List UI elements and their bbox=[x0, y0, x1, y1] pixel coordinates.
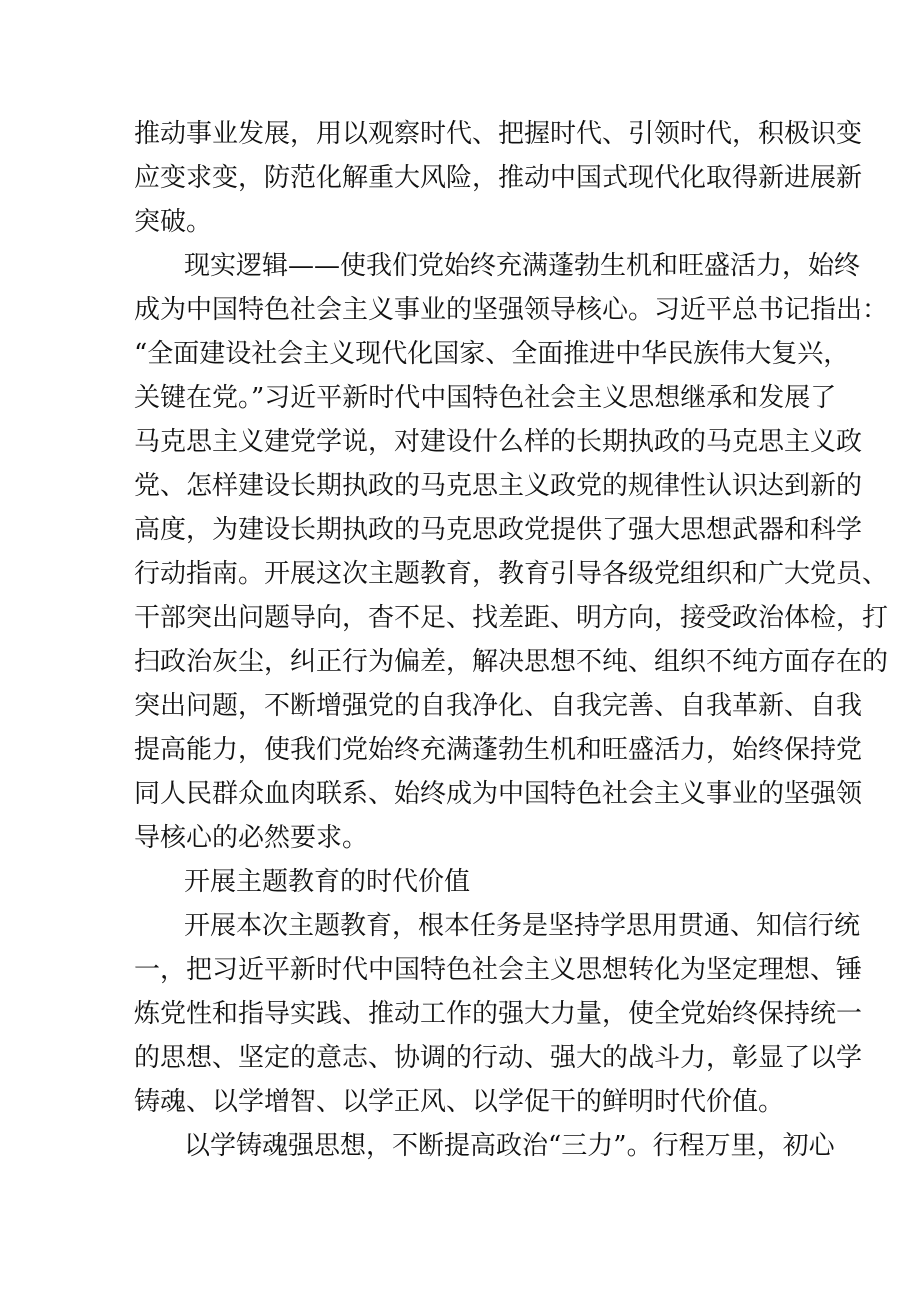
paragraph-first-line: 开展本次主题教育，根本任务是坚持学思用贯通、知信行统 bbox=[184, 911, 861, 941]
text-line: 导核心的必然要求。 bbox=[134, 823, 369, 853]
text-line: 推动事业发展，用以观察时代、把握时代、引领时代，积极识变 bbox=[134, 119, 863, 149]
text-line: 提高能力，使我们党始终充满蓬勃生机和旺盛活力，始终保持党 bbox=[134, 735, 863, 765]
paragraph-first-line: 现实逻辑——使我们党始终充满蓬勃生机和旺盛活力，始终 bbox=[184, 251, 861, 281]
text-line: 突破。 bbox=[134, 207, 213, 237]
text-line: 成为中国特色社会主义事业的坚强领导核心。习近平总书记指出： bbox=[134, 295, 889, 325]
paragraph-first-line: 以学铸魂强思想，不断提高政治“三力”。行程万里，初心 bbox=[184, 1131, 835, 1161]
section-heading: 开展主题教育的时代价值 bbox=[184, 867, 471, 897]
text-line: 党、怎样建设长期执政的马克思主义政党的规律性认识达到新的 bbox=[134, 471, 863, 501]
text-line: 突出问题，不断增强党的自我净化、自我完善、自我革新、自我 bbox=[134, 691, 863, 721]
text-line: “全面建设社会主义现代化国家、全面推进中华民族伟大复兴， bbox=[134, 339, 850, 369]
text-line: 行动指南。开展这次主题教育，教育引导各级党组织和广大党员、 bbox=[134, 559, 889, 589]
text-line: 炼党性和指导实践、推动工作的强大力量，使全党始终保持统一 bbox=[134, 999, 863, 1029]
text-line: 关键在党。”习近平新时代中国特色社会主义思想继承和发展了 bbox=[134, 383, 837, 413]
text-line: 高度，为建设长期执政的马克思政党提供了强大思想武器和科学 bbox=[134, 515, 863, 545]
text-line: 铸魂、以学增智、以学正风、以学促干的鲜明时代价值。 bbox=[134, 1087, 785, 1117]
text-line: 同人民群众血肉联系、始终成为中国特色社会主义事业的坚强领 bbox=[134, 779, 863, 809]
text-line: 应变求变，防范化解重大风险，推动中国式现代化取得新进展新 bbox=[134, 163, 863, 193]
text-line: 干部突出问题导向，杳不足、找差距、明方向，接受政治体检，打 bbox=[134, 603, 889, 633]
text-line: 一，把习近平新时代中国特色社会主义思想转化为坚定理想、锤 bbox=[134, 955, 863, 985]
text-line: 的思想、坚定的意志、协调的行动、强大的战斗力，彰显了以学 bbox=[134, 1043, 863, 1073]
text-line: 扫政治灰尘，纠正行为偏差，解决思想不纯、组织不纯方面存在的 bbox=[134, 647, 889, 677]
text-line: 马克思主义建党学说，对建设什么样的长期执政的马克思主义政 bbox=[134, 427, 863, 457]
